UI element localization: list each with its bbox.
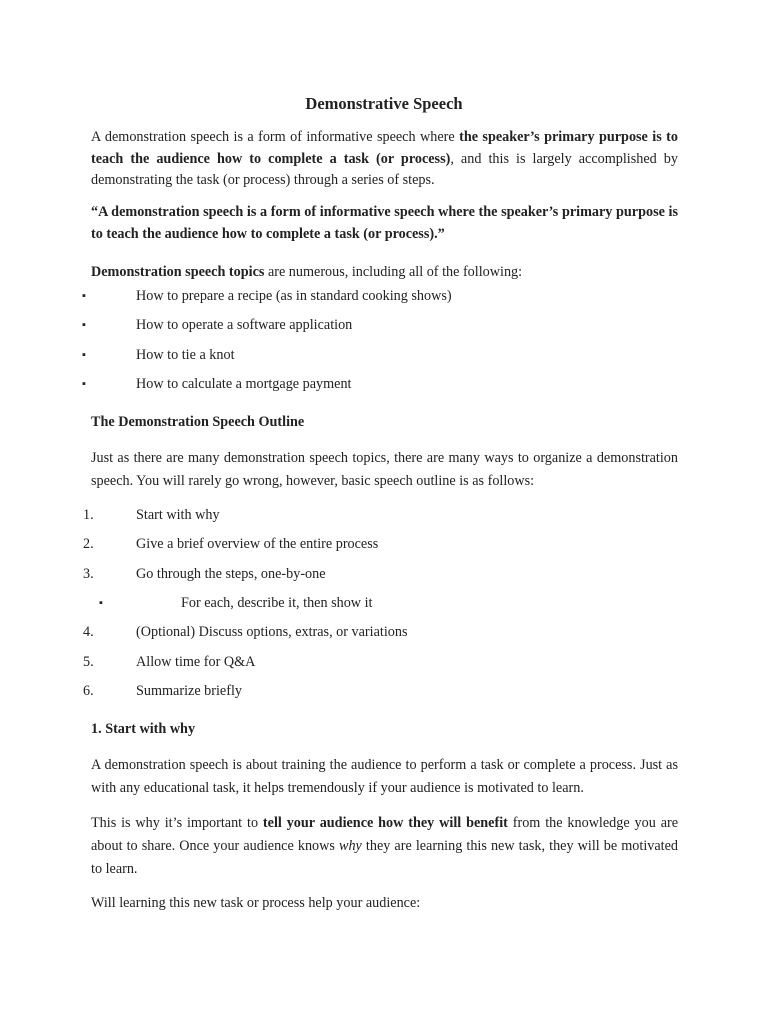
list-number: 3. <box>83 566 94 582</box>
para-bold-text: tell your audience how they will benefit <box>262 815 508 831</box>
section1-paragraph-2 <box>91 812 678 881</box>
intro-text-1: A demonstration speech is a form of informative speech where <box>91 129 460 145</box>
section1-paragraph-1: A demonstration speech is about training the audience to perform a task or complete a process. Just as with any educational task, it helps tremendously if your audience is motivated to learn. <box>91 757 678 796</box>
quote-paragraph: “A demonstration speech is a form of informative speech where the speaker’s primary purpose is to teach the audience how to complete a task (or process).” <box>91 204 678 242</box>
intro-text-2: , and this is largely accomplished by demonstrating the task (or process) through a series of steps. <box>91 150 678 188</box>
section1-paragraph-3: Will learning this new task or process help your audience: <box>91 895 421 911</box>
outline-paragraph: Just as there are many demonstration speech topics, there are many ways to organize a demonstration speech. You will rarely go wrong, however, basic speech outline is as follows: <box>91 450 678 489</box>
bullet-icon: ▪ <box>82 349 86 361</box>
list-item-text: How to operate a software application <box>136 317 353 333</box>
list-item-text: Start with why <box>136 507 220 523</box>
section-heading: 1. Start with why <box>91 721 196 737</box>
list-item-text: Give a brief overview of the entire process <box>136 536 379 552</box>
list-item-text: (Optional) Discuss options, extras, or variations <box>136 624 408 640</box>
para-text: they are learning this new task, they will be motivated to learn. <box>91 838 679 877</box>
list-number: 4. <box>83 624 94 640</box>
list-number: 2. <box>83 536 94 552</box>
topics-lead-text: are numerous, including all of the following: <box>264 264 523 280</box>
bullet-icon: ▪ <box>82 378 86 390</box>
list-number: 5. <box>83 654 94 670</box>
para-text: This is why it’s important to <box>91 815 263 831</box>
intro-paragraph <box>91 127 678 192</box>
intro-bold-text: the speaker’s primary purpose is to teach the audience how to complete a task (or process) <box>91 129 678 167</box>
list-item-text: For each, describe it, then show it <box>181 595 373 611</box>
page-title: Demonstrative Speech <box>305 94 463 113</box>
list-number: 1. <box>83 507 94 523</box>
list-item-text: How to tie a knot <box>136 347 235 363</box>
bullet-icon: ▪ <box>82 290 86 302</box>
para-text: from the knowledge you are about to share. Once your audience knows <box>91 815 679 854</box>
list-item-text: How to calculate a mortgage payment <box>136 376 352 392</box>
list-item-text: Allow time for Q&A <box>136 654 256 670</box>
bullet-icon: ▪ <box>99 597 103 609</box>
list-item-text: How to prepare a recipe (as in standard cooking shows) <box>136 288 452 304</box>
para-italic-text: why <box>338 838 362 854</box>
topics-lead-bold: Demonstration speech topics <box>91 264 265 280</box>
section-heading: The Demonstration Speech Outline <box>91 414 305 430</box>
list-item-text: Go through the steps, one-by-one <box>136 566 326 582</box>
topics-lead-paragraph <box>91 262 678 284</box>
list-item-text: Summarize briefly <box>136 683 242 699</box>
bullet-icon: ▪ <box>82 319 86 331</box>
list-number: 6. <box>83 683 94 699</box>
